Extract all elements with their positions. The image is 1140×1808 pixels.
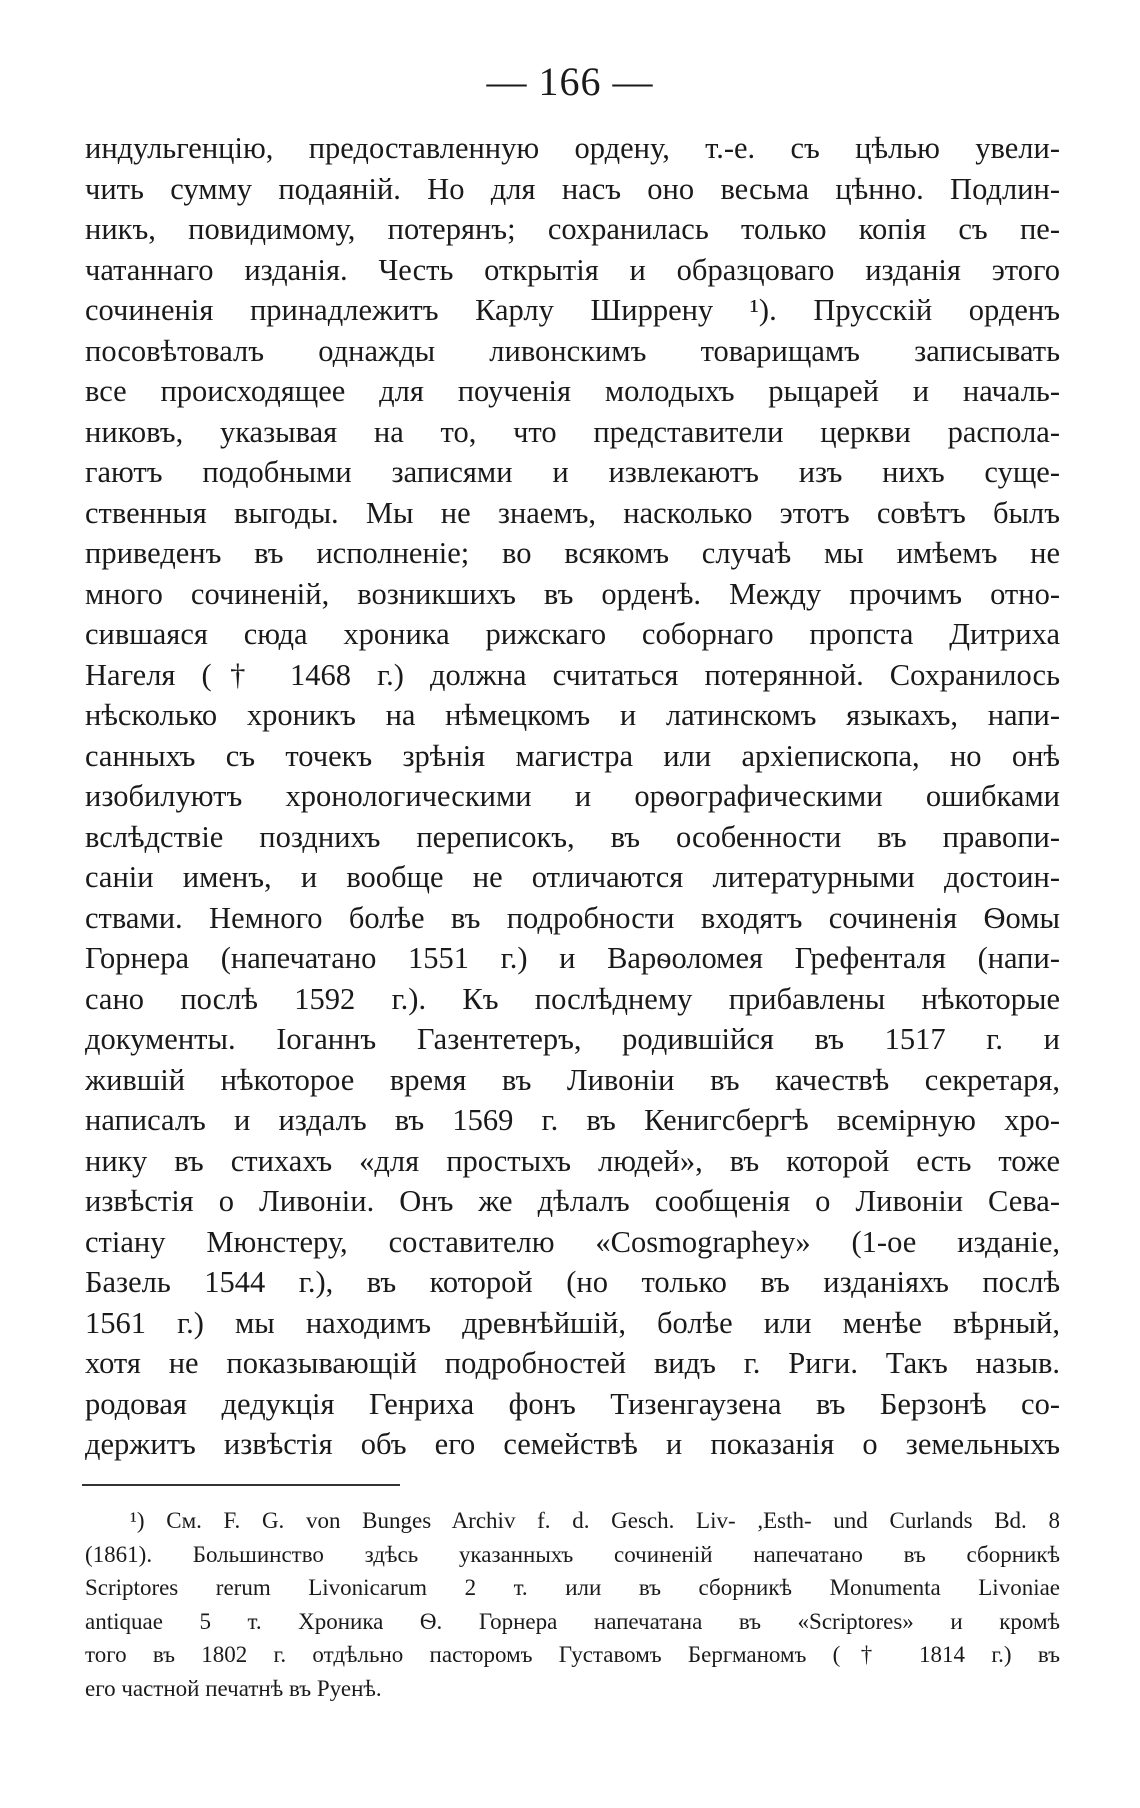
text-line: Горнера (напечатано 1551 г.) и Варѳоломея Грефенталя (напи- [85,941,1060,975]
footnote-line: его частной печатнѣ въ Руенѣ. [85,1675,382,1701]
text-line: написалъ и издалъ въ 1569 г. въ Кенигсбергѣ всемірную хро- [85,1103,1060,1137]
text-line: Базель 1544 г.), въ которой (но только въ изданіяхъ послѣ [85,1265,1060,1299]
text-line: нѣсколько хроникъ на нѣмецкомъ и латинскомъ языкахъ, напи- [85,698,1060,732]
text-line: сано послѣ 1592 г.). Къ послѣднему прибавлены нѣкоторые [85,981,1060,1016]
text-line: 1561 г.) мы находимъ древнѣйшій, болѣе или менѣе вѣрный, [85,1305,1060,1340]
text-line: гаютъ подобными записями и извлекаютъ изъ нихъ суще- [85,455,1060,489]
text-line: держитъ извѣстія объ его семействѣ и показанія о земельныхъ [85,1427,1060,1461]
text-line: вслѣдствіе позднихъ переписокъ, въ особенности въ правопи- [85,819,1060,854]
text-line: все происходящее для поученія молодыхъ рыцарей и началь- [85,374,1060,408]
text-line: хотя не показывающій подробностей видъ г. Риги. Такъ назыв. [85,1346,1060,1380]
text-line: стіану Мюнстеру, составителю «Cosmographey» (1-ое изданіе, [85,1224,1060,1259]
text-line: документы. Іоганнъ Газентетеръ, родившійся въ 1517 г. и [85,1022,1060,1056]
text-line: чатаннаго изданія. Честь открытія и образцоваго изданія этого [85,252,1060,287]
text-line: ствами. Немного болѣе въ подробности входятъ сочиненія Ѳомы [85,900,1060,935]
text-line: много сочиненій, возникшихъ въ орденѣ. Между прочимъ отно- [85,576,1060,611]
text-line: никовъ, указывая на то, что представители церкви распола- [85,414,1060,449]
text-line: ственныя выгоды. Мы не знаемъ, насколько этотъ совѣтъ былъ [85,495,1060,530]
text-line: посовѣтовалъ однажды ливонскимъ товарищамъ записывать [85,333,1060,368]
footnote-line: antiquae 5 т. Хроника Ѳ. Горнера напечатана въ «Scriptores» и кромѣ [85,1608,1060,1634]
footnotes [85,1504,1060,1705]
text-line: нику въ стихахъ «для простыхъ людей», въ которой есть тоже [85,1143,1060,1178]
text-line: Нагеля († 1468 г.) должна считаться потерянной. Сохранилось [85,657,1060,692]
text-line: извѣстія о Ливоніи. Онъ же дѣлалъ сообщенія о Ливоніи Сева- [85,1184,1060,1218]
text-line: саніи именъ, и вообще не отличаются литературными достоин- [85,860,1060,894]
footnote-divider [82,1484,400,1486]
footnote-line: того въ 1802 г. отдѣльно пасторомъ Густавомъ Бергманомъ († 1814 г.) въ [85,1642,1060,1667]
page-number: — 166 — [486,59,654,104]
footnote-line: (1861). Большинство здѣсь указанныхъ сочиненій напечатано въ сборникѣ [85,1541,1060,1567]
text-line: индульгенцію, предоставленную ордену, т.-е. съ цѣлью увели- [85,131,1060,165]
footnote-line: ¹) См. F. G. von Bunges Archiv f. d. Gesch. Liv- ,Esth- und Curlands Bd. 8 [130,1508,1060,1533]
text-line: сившаяся сюда хроника рижскаго соборнаго пропста Дитриха [85,617,1060,651]
text-line: чить сумму подаяній. Но для насъ оно весьма цѣнно. Подлин- [85,171,1060,206]
text-line: изобилуютъ хронологическими и орѳографическими ошибками [85,779,1060,813]
text-line: жившій нѣкоторое время въ Ливоніи въ качествѣ секретаря, [85,1062,1060,1097]
text-line: санныхъ съ точекъ зрѣнія магистра или архіепископа, но онѣ [85,738,1060,773]
text-line: сочиненія принадлежитъ Карлу Ширрену ¹). Прусскій орденъ [85,293,1060,327]
text-line: никъ, повидимому, потерянъ; сохранилась только копія съ пе- [85,212,1060,246]
text-line: приведенъ въ исполненіе; во всякомъ случаѣ мы имѣемъ не [85,536,1060,570]
footnote-line: Scriptores rerum Livonicarum 2 т. или въ сборникѣ Monumenta Livoniae [85,1575,1060,1600]
main-text [85,128,1060,1465]
text-line: родовая дедукція Генриха фонъ Тизенгаузена въ Берзонѣ со- [85,1386,1060,1421]
